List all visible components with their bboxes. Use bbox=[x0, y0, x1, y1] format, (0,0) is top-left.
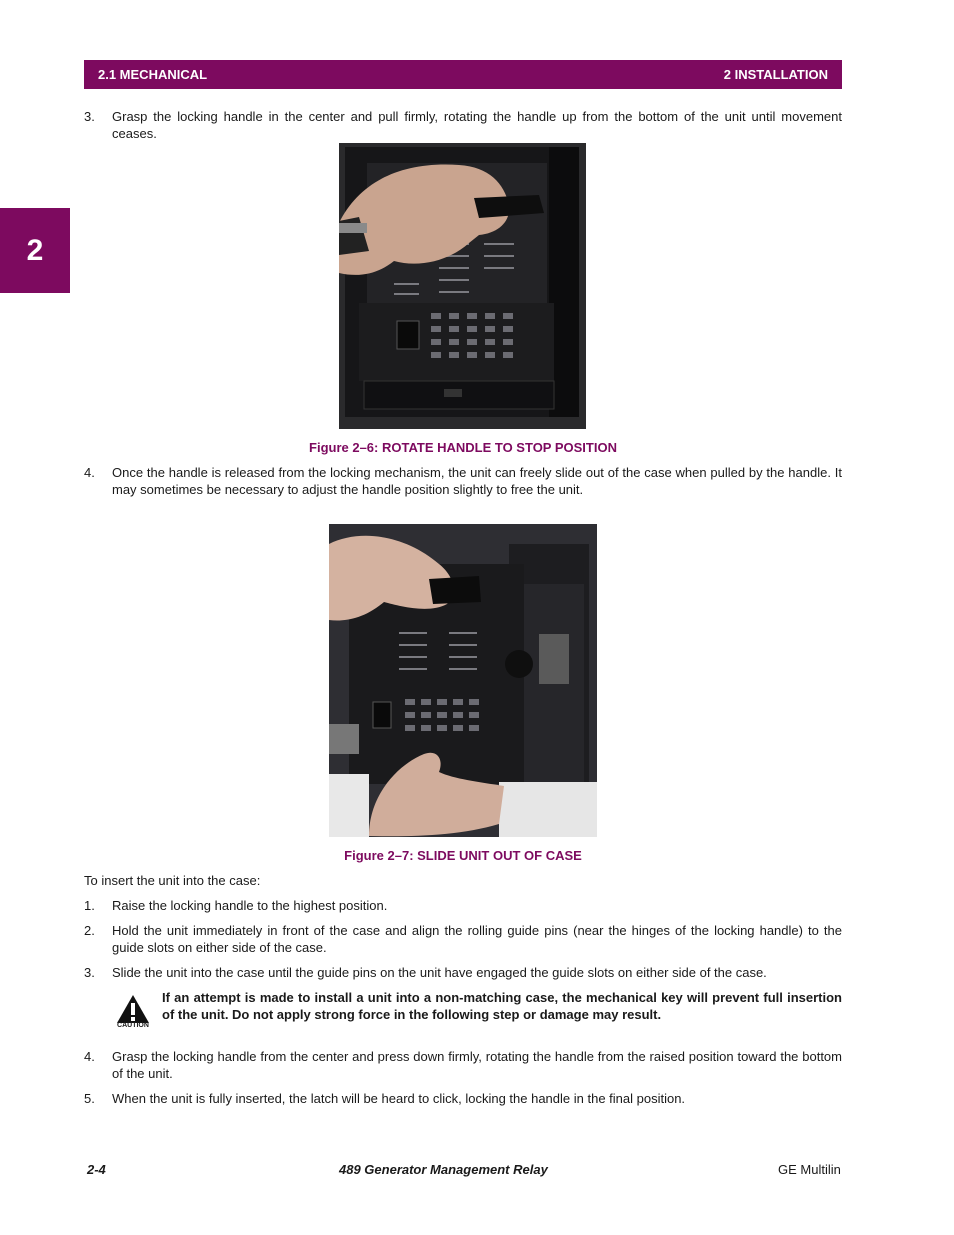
step-remove-3 bbox=[84, 108, 842, 142]
relay-photo-rotate bbox=[339, 143, 586, 429]
step-text: Once the handle is released from the locking mechanism, the unit can freely slide out of the case when pulled by the handle. It may sometimes be necessary to adjust the handle position slightly to free the unit. bbox=[112, 465, 842, 497]
caution-label: CAUTION bbox=[117, 1022, 149, 1029]
step-text: Grasp the locking handle in the center and pull firmly, rotating the handle up from the bottom of the unit until movement ceases. bbox=[112, 109, 842, 141]
footer-page-number: 2-4 bbox=[87, 1162, 106, 1177]
step-number: 3. bbox=[84, 109, 95, 124]
step-number: 3. bbox=[84, 965, 95, 980]
section-title: 2.1 MECHANICAL bbox=[98, 67, 208, 82]
step-number: 1. bbox=[84, 898, 95, 913]
chapter-title: 2 INSTALLATION bbox=[723, 67, 828, 82]
step-remove-4 bbox=[84, 464, 842, 498]
figure-slide-unit-photo bbox=[329, 524, 597, 837]
step-text: When the unit is fully inserted, the latch will be heard to click, locking the handle in the final position. bbox=[112, 1091, 686, 1106]
insert-intro: To insert the unit into the case: bbox=[84, 873, 261, 888]
figure-rotate-handle-photo bbox=[339, 143, 586, 429]
step-number: 2. bbox=[84, 923, 95, 938]
footer-brand: GE Multilin bbox=[778, 1162, 841, 1177]
footer-document-title: 489 Generator Management Relay bbox=[339, 1162, 548, 1177]
figure-2-7-caption: Figure 2–7: SLIDE UNIT OUT OF CASE bbox=[344, 848, 582, 863]
figure-2-6-caption: Figure 2–6: ROTATE HANDLE TO STOP POSITION bbox=[309, 440, 617, 455]
step-text: Grasp the locking handle from the center and press down firmly, rotating the handle from the raised position toward the bottom of the unit. bbox=[112, 1049, 842, 1081]
step-insert-1 bbox=[84, 897, 842, 914]
section-header-bar bbox=[84, 60, 842, 89]
step-insert-4 bbox=[84, 1048, 842, 1082]
chapter-tab: 2 bbox=[0, 208, 70, 293]
step-number: 5. bbox=[84, 1091, 95, 1106]
step-number: 4. bbox=[84, 465, 95, 480]
step-insert-5 bbox=[84, 1090, 842, 1107]
step-insert-3 bbox=[84, 964, 842, 981]
step-text: Slide the unit into the case until the guide pins on the unit have engaged the guide slots on either side of the case. bbox=[112, 965, 767, 980]
step-number: 4. bbox=[84, 1049, 95, 1064]
step-text: Hold the unit immediately in front of the case and align the rolling guide pins (near the hinges of the locking handle) to the guide slots on either side of the case. bbox=[112, 923, 842, 955]
caution-text: If an attempt is made to install a unit into a non-matching case, the mechanical key will prevent full insertion of the unit. Do not apply strong force in the following step or damage may result. bbox=[162, 990, 842, 1022]
relay-photo-slide bbox=[329, 524, 597, 837]
step-text: Raise the locking handle to the highest position. bbox=[112, 898, 388, 913]
step-insert-2 bbox=[84, 922, 842, 956]
